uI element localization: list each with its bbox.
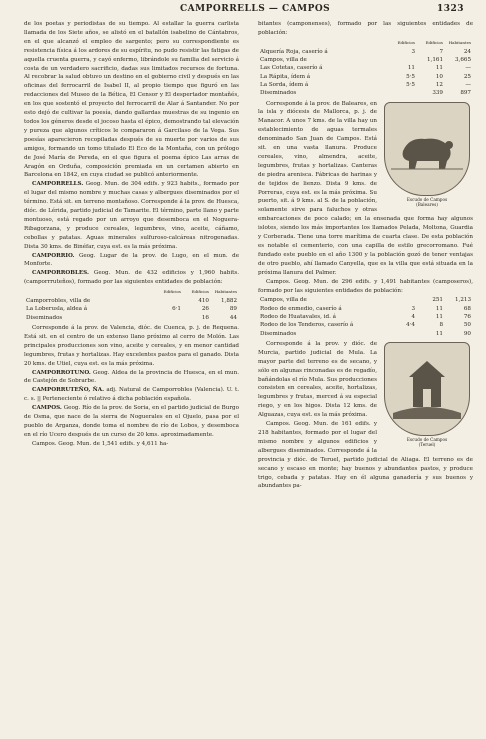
cell: 25 xyxy=(463,73,471,80)
shield-icon xyxy=(384,342,470,436)
entry-text: Geog. Lugar de la prov. de Lugo, en el mun. de Monforte. xyxy=(24,252,240,268)
cell: 11 xyxy=(435,314,443,321)
caption-line: Escudo de Campos xyxy=(406,436,448,442)
entry-title: CAMPORRELLS. xyxy=(32,181,84,188)
shield-caption xyxy=(381,437,473,447)
cell: 5·5 xyxy=(406,73,415,80)
table-row xyxy=(258,48,473,56)
cell: 1,213 xyxy=(454,297,471,304)
cell: 4·4 xyxy=(406,322,415,329)
cell: Alquería Roja, caserío á xyxy=(260,48,328,55)
table-row xyxy=(258,64,473,72)
cell: 11 xyxy=(407,65,415,72)
paragraph: Campos. Geog. Mun. de 296 edifs. y 1,491 habitantes (camposeros), formado por las siguientes entidades de población: xyxy=(258,278,473,294)
caption-line: (Teruel) xyxy=(418,441,436,447)
paragraph: Corresponde á la prov. de Baleares, en la isla y diócesis de Mallorca, p. j. de Manacor. A unos 7 kms. de la villa hay un establecimiento de aguas termales denominado San Juan de Campos. Está sit. en una vasta llanura. Produce cereales, vino, almendra, aceite, legumbres, frutas y hortalizas. Canteras de piedra arenisca. Fábricas de harinas y de tejidos de lienzo. Dista 9 kms. de Porreras, cuya est. es la más próxima. Su puerto, sit. á 9 kms. al S. de la población, solamente sirve para faluchos y otras embarcaciones de poco calado; en la ensenada que forma hay algunos islotes, siendo los más importantes los llamados Pelada, Moltona, Guardia y Corberada. Tiene una torre marítima de cuarta clase. De esta población es notable el cementerio, con una capilla de estilo grecorromano. Fué fundado este pueblo en el año 1300 y la población gozó de tener ventajas de otro pueblo, ahí llamado Canyella, que es la villa que está situada en la próxima llanura del Palmer. xyxy=(258,100,473,276)
cell xyxy=(155,297,183,305)
entry-title: CAMPORROTUNO. xyxy=(32,369,91,376)
right-column xyxy=(258,20,473,491)
cell: 251 xyxy=(432,297,443,304)
table-row xyxy=(24,297,239,305)
cell: Rodeo de Huatavales, id. á xyxy=(260,314,336,321)
cell: 5·5 xyxy=(406,81,415,88)
caption-line: Escudo de Campos xyxy=(406,196,448,202)
paragraph: Campos. Geog. Mun. de 161 edifs. y 218 habitantes, formado por el lugar del mismo nombre y algunos edificios y albergues diseminados. Corresponde á la provincia y dióc. de Teruel, partido judicial de Aliaga. El terreno es de secano y escaso en monte; hay buenos y abundantes pastos, y produce trigo, cebada y patatas. Hay en él alguna ganadería y sus buenos y abundantes pa- xyxy=(258,421,473,490)
shield-caption xyxy=(381,197,473,207)
entry-text: Geog. Mun. de 304 edifs. y 923 habits., formado por el lugar del mismo nombre y muchas casas y albergues diseminados por el término. Está sit. en terreno montañoso. Corresponde á la prov. de Huesca, dióc. de Lérida, partido judicial de Tamarite. El término, parte llano y parte montuoso, está regado por un arroyo que desemboca en el Noguera-Ribagorzana, y produce cereales, legumbres, vino, aceite, cáñamo, cebollas y patatas. Aguas minerales sulfuroso-calcáreas nitrogenadas. Dista 30 kms. de Binéfar, cuya est. es la más próxima. xyxy=(24,181,240,250)
cell xyxy=(155,314,183,322)
cell: — xyxy=(465,81,471,88)
cell: 897 xyxy=(460,90,471,97)
paragraph: de los poetas y periodistas de su tiempo. Al estallar la guerra carlista llamada de los Siete años, se alistó en el batallón isabelino de Cántabros, en el que alcanzó el empleo de sargento; pero su correspondiente es resistencia física á los ardores de su espíritu, no pudo resistir las fatigas de aquella cruenta guerra, y cayó enfermo, librándole su familia del servicio á costa de un verdadero sacrificio, dadas sus limitados recursos de fortuna. Al recobrar la salud obtuvo un destino en el gobierno civil y después en las oficinas del ferrocarril de Isabel II, al propio tiempo que figuró en las redacciones del Museo de la Bética, El Censor y El despertador montañés, en los que sostentó el proyecto del ferrocarril de Alar á Santander. No por esto dejó de cultivar la poesía, dando gallardas muestras de su ingenio en todos los géneros desde el jocoso hasta el épico, demostrando tal elevación y pureza que algunos críticos le compararon á Garcilaso de la Vega. Sus poesías aparecieron recopiladas después de su muerte por varios de sus amigos, formando un tomo titulado El Eco de la Montaña, con un prólogo de José María de Pereda, en el que figura el poema épico Las arras de Aragón en Orduña, composición premiada en un certamen abierto en Barcelona en 1842, en cuya ciudad se publicó anteriormente. xyxy=(24,21,239,179)
cell: 12 xyxy=(435,81,443,88)
population-table xyxy=(258,39,473,98)
table-row xyxy=(258,81,473,89)
cell: 89 xyxy=(229,306,237,313)
col-header: Edificios xyxy=(397,39,415,45)
cell xyxy=(389,89,417,97)
coat-of-arms-teruel xyxy=(381,342,473,447)
cell: 410 xyxy=(198,298,209,305)
table-row xyxy=(258,330,473,338)
entry-text: Geog. Río de la prov. de Soria, en el partido judicial de Burgo de Osma, que nace de la sierra de Noguerales en el Ojuelo, pasa por el pueblo de Arganza, donde toma el nombre de río de Lobos, y desemboca en el río Ucero después de un curso de 20 kms. aproximadamente. xyxy=(24,405,239,438)
cell: 16 xyxy=(201,314,209,321)
entry-text: Geog. Aldea de la provincia de Huesca, en el mun. de Castejón de Sobrarbe. xyxy=(24,369,240,385)
cell: 8 xyxy=(439,322,443,329)
table-row xyxy=(24,305,239,313)
cell: Campos, villa de xyxy=(260,57,307,64)
table-row xyxy=(258,56,473,64)
cell xyxy=(389,330,417,338)
cell: 44 xyxy=(229,314,237,321)
table-row xyxy=(258,305,473,313)
cell: Rodeo de los Tenderos, caserío á xyxy=(260,322,354,329)
cell: Campos, villa de xyxy=(260,297,307,304)
cell: 24 xyxy=(463,48,471,55)
cell: 76 xyxy=(463,314,471,321)
running-title: CAMPORRELLS — CAMPOS xyxy=(180,4,331,14)
table-row xyxy=(258,73,473,81)
entry-camporrobles xyxy=(24,269,239,287)
caption-line: (Baleares) xyxy=(416,201,438,207)
left-column xyxy=(24,20,239,449)
cell: 68 xyxy=(463,305,471,312)
cell: 11 xyxy=(435,305,443,312)
paragraph: Corresponde á la prov. de Valencia, dióc. de Cuenca, p. j. de Requena. Está sit. en el centro de un extenso llano próximo al cerro de Molón. Las principales producciones son vino, aceite y cereales, y en menor cantidad legumbres, frutas y hortalizas. Hay excelentes pastos para el ganado. Dista 20 kms. de Utiel, cuya est. es la más próxima. xyxy=(24,324,239,367)
cell: Rodeo de enmedio, caserío á xyxy=(260,305,342,312)
cell: 6·1 xyxy=(172,306,181,313)
page-header xyxy=(30,4,464,18)
cell: 10 xyxy=(435,73,443,80)
entry-title: CAMPORROBLES. xyxy=(32,270,89,277)
cell: — xyxy=(465,65,471,72)
cell: 1,882 xyxy=(220,298,237,305)
entry-title: CAMPORRIO. xyxy=(32,252,75,259)
col-header: Edificios xyxy=(191,289,209,295)
entry-text: adj. Natural de Camporrobles (Valencia). U. t. c. s. || Perteneciente ó relativo á dicha población española. xyxy=(24,387,239,403)
population-table xyxy=(24,288,239,322)
table-row xyxy=(24,314,239,322)
shield-icon xyxy=(384,102,470,196)
coat-of-arms-baleares xyxy=(381,102,473,207)
entry-title: CAMPORRUTEÑO, ÑA. xyxy=(32,387,105,394)
cell: 3 xyxy=(411,305,415,312)
cell: 1,161 xyxy=(426,57,443,64)
paragraph: Corresponde á la prov. y dióc. de Murcia, partido judicial de Mula. La mayor parte del terreno es de secano, y sólo en algunas rinconadas es de regadío, bañándolas el río Mula. Sus producciones consisten en cereales, aceite, hortalizas, legumbres y frutas, merced á su especial riego, y en los higos. Dista 12 kms. de Alguazas, cuya est. es la más próxima. xyxy=(258,340,377,419)
table-row xyxy=(258,89,473,97)
entry-camporruteno xyxy=(24,386,239,404)
cell: La Sorda, ídem á xyxy=(260,81,309,88)
cell: Las Cotetas, caserío á xyxy=(260,65,323,72)
col-header: Habitantes xyxy=(214,289,237,295)
cell: La Loberusla, aldea á xyxy=(26,306,88,313)
table-row xyxy=(258,313,473,321)
cell: 3,665 xyxy=(454,57,471,64)
entry-camporrio xyxy=(24,252,239,270)
col-header: Edificios xyxy=(425,39,443,45)
col-header: Habitantes xyxy=(448,39,471,45)
table-row xyxy=(258,321,473,329)
cell: 7 xyxy=(439,48,443,55)
cell: 4 xyxy=(411,314,415,321)
population-table xyxy=(258,296,473,337)
paragraph: Campos. Geog. Mun. de 1,541 edifs. y 4,611 ha- xyxy=(32,440,169,447)
cell xyxy=(389,56,417,64)
table-row xyxy=(258,296,473,304)
cell: 11 xyxy=(435,330,443,337)
cell: 339 xyxy=(432,90,443,97)
page-number: 1323 xyxy=(436,4,464,14)
cell: 50 xyxy=(463,322,471,329)
cell: 26 xyxy=(201,306,209,313)
cell: 3 xyxy=(411,48,415,55)
cell: Diseminados xyxy=(26,314,63,321)
cell: Diseminados xyxy=(260,90,297,97)
cell: Diseminados xyxy=(260,330,297,337)
cell: 11 xyxy=(435,65,443,72)
entry-campos xyxy=(24,404,239,440)
entry-title: CAMPOS. xyxy=(32,405,62,412)
entry-text: Geog. Mun. de 432 edificios y 1,960 habits. (camporrruteños), formado por las siguientes entidades de población: xyxy=(24,270,239,286)
cell: 90 xyxy=(463,330,471,337)
entry-camporrells xyxy=(24,180,239,251)
cell xyxy=(389,296,417,304)
cell: La Rápita, ídem á xyxy=(260,73,311,80)
paragraph: bitantes (camponenses), formado por las siguientes entidades de población: xyxy=(258,21,473,36)
col-header: Edificios xyxy=(163,289,181,295)
cell: Camporrobles, villa de xyxy=(26,298,91,305)
entry-camporrotuno xyxy=(24,369,239,387)
